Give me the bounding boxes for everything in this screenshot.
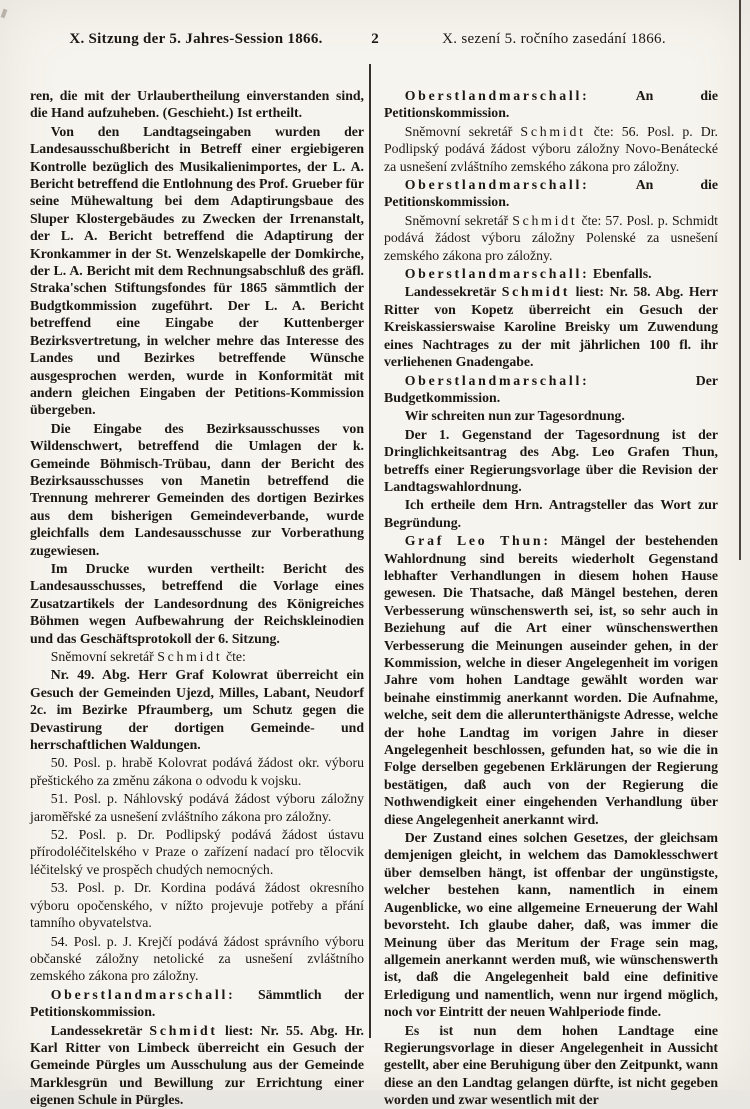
speaker-name: Schmidt — [157, 649, 223, 664]
speaker-name: Oberstlandmarschall: — [404, 372, 590, 388]
paragraph — [30, 754, 364, 789]
text-run: Wir schreiten nun zur Tagesordnung. — [404, 408, 625, 424]
text-run: 53. Posl. p. Dr. Kordina podává žádost okresního výboru opočenského, v nížto projevuje potřeby a přání tamního obyvatelstva. — [30, 880, 364, 931]
paragraph — [30, 648, 364, 665]
page-header — [30, 31, 720, 48]
speaker-name: Oberstlandmarschall: — [404, 177, 590, 193]
text-run: Nr. 49. Abg. Herr Graf Kolowrat überreicht ein Gesuch der Gemeinden Ujezd, Milles, Labant, Neudorf 2c. im Bezirke Pfraumberg, um Schutz gegen die Devastirung der dortigen Gemeinde- und herrschaftlichen Waldungen. — [30, 667, 364, 753]
text-run: Sněmovní sekretář — [404, 212, 513, 228]
text-run: An die Petitionskommission. — [384, 177, 718, 210]
header-title-german: X. Sitzung der 5. Jahres-Session 1866. — [69, 31, 323, 47]
paragraph — [384, 496, 718, 531]
text-run: liest: Nr. 55. Abg. Hr. Karl Ritter von Limbeck überreicht ein Gesuch der Gemeinde Pürgles um Ausschulung aus der Gemeinde Marklesgrün und Bewillung zur Errichtung einer eigenen Schule in Pürgles. — [30, 1022, 365, 1108]
text-run: 52. Posl. p. Dr. Podlipský podává žádost ústavu přírodoléčitelského v Praze o zařízení nadací pro tělocvik léčitelský ve prospěch chudých nemocných. — [30, 827, 364, 877]
text-run: 54. Posl. p. J. Krejčí podává žádost správního výboru občanské záložny netolické za usnešení zvláštního zemského zákona pro záložny. — [30, 933, 364, 984]
text-run: ren, die mit der Urlaubertheilung einverstanden sind, die Hand aufzuheben. (Geschieht.) Ist ertheilt. — [30, 88, 364, 121]
paragraph — [384, 532, 718, 828]
paragraph — [384, 212, 718, 264]
speaker-name: Schmidt — [501, 284, 571, 300]
paragraph — [30, 123, 364, 419]
paragraph — [384, 87, 718, 122]
paragraph — [384, 372, 718, 407]
speaker-name: Schmidt — [149, 1022, 218, 1038]
paragraph — [384, 829, 718, 1020]
speaker-name: Schmidt — [512, 212, 578, 228]
paragraph — [30, 666, 364, 753]
paragraph — [384, 123, 718, 175]
paragraph — [384, 407, 718, 424]
text-run: An die Petitionskommission. — [384, 88, 718, 121]
paragraph — [384, 283, 718, 370]
text-run: Mängel der bestehenden Wahlordnung sind bereits wiederholt Gegenstand lebhafter Verhandlungen in diesem hohen Hause gewesen. Die Thatsache, daß Mängel bestehen, deren Verbesserung wünschenswerth sei, ist, so sehr auch in Beziehung auf die Art einer wünschenswerthen Verbesserung die Meinungen auseinder gehen, in der Kommission, welche in dieser Angelegenheit im vorigen Jahre vom hohen Landtage gewählt worden war beinahe einstimmig anerkannt worden. Die Aufnahme, welche, seit dem die allerunterthänigste Adresse, welche der hohe Landtag im vorigen Jahre in dieser Angelegenheit beschlossen, gefunden hat, so wie die in Folge derselben gegebenen Erklärungen der Regierung bestätigen, daß auch von der Regierung die Nothwendigkeit einer eingehenden Verhandlung über diese Angelegenheit anerkannt wird. — [384, 533, 718, 827]
paragraph — [30, 986, 364, 1021]
text-run: 51. Posl. p. Náhlovský podává žádost výboru záložny jaroměřské za usnešení zvláštního zákona pro záložny. — [30, 791, 364, 824]
speaker-name: Oberstlandmarschall: — [50, 986, 236, 1002]
paragraph — [30, 87, 364, 122]
scan-speck — [1, 9, 8, 19]
page-number: 2 — [371, 31, 379, 47]
text-run: Es ist nun dem hohen Landtage eine Regierungsvorlage in dieser Angelegenheit in Aussicht gestellt, aber eine Beruhigung über den Zeitpunkt, wann diese an den Landtag gelangen dürfte, ist nicht gegeben worden und zwar wesentlich mit der — [384, 1022, 718, 1108]
paragraph — [30, 879, 364, 931]
text-run: Der Zustand eines solchen Gesetzes, der gleichsam demjenigen gleicht, in welchem das Damoklesschwert über demselben hängt, ist offenbar der ungünstigste, welcher bestehen kann, namentlich in einem Augenblicke, wo eine allgemeine Erneuerung der Wahl bevorsteht. Ich glaube daher, daß, was immer die Meinung über das Meritum der Frage sein mag, allgemein anerkannt werden muß, wie wünschenswerth ist, daß die Angelegenheit bald eine definitive Erledigung und namentlich, wenn nur irgend möglich, noch vor Eintritt der neuen Wahlperiode finde. — [384, 830, 718, 1020]
text-run: Ich ertheile dem Hrn. Antragsteller das Wort zur Begründung. — [384, 497, 718, 530]
text-run: Von den Landtagseingaben wurden der Landesausschußbericht in Betreff einer ergiebigeren Kontrolle bezüglich des Musikalienimportes, der L. A. Bericht betreffend die Entlohnung des Prof. Grueber für seine Mühewaltung bei dem Adaptirungsbaue des Sluper Klostergebäudes zu Zwecken der Irrenanstalt, der L. A. Bericht betreffend die Adaptirung der Kronkammer in der St. Wenzelskapelle der Domkirche, der L. A. Bericht mit dem Rechnungsabschluß des gräfl. Straka'schen Stiftungsfondes für 1865 sämmtlich der Budgtkommission zugeführt. Der L. A. Bericht betreffend eine Eingabe der Kuttenberger Bezirksvertretung, in welcher mehre das Interesse des Landes und Bezirkes betreffende Wünsche ausgesprochen werden, wurde in Konformität mit andern gleichen Eingaben der Petitions-Kommission übergeben. — [30, 123, 364, 418]
paragraph — [384, 426, 718, 496]
text-run: Landessekretär — [50, 1022, 150, 1038]
speaker-name: Graf Leo Thun: — [404, 533, 551, 549]
paragraph — [384, 265, 718, 282]
right-column — [384, 86, 718, 1109]
left-column — [30, 86, 364, 1109]
text-run: Der Budgetkommission. — [384, 372, 718, 405]
text-run: Der 1. Gegenstand der Tagesordnung ist der Dringlichkeitsantrag des Abg. Leo Grafen Thun, betreffs einer Regierungsvorlage über die Revision der Landtagswahlordnung. — [384, 426, 718, 494]
text-run: Im Drucke wurden vertheilt: Bericht des Landesausschusses, betreffend die Vorlage eines Zusatzartikels der Landesordnung des Königreiches Böhmen wegen Aufbewahrung der Reichskleinodien und das Geschäftsprotokoll der 6. Sitzung. — [30, 560, 364, 646]
paragraph — [30, 420, 364, 559]
text-run: čte: — [222, 649, 246, 664]
text-run: liest: Nr. 58. Abg. Herr Ritter von Kopetz überreicht ein Gesuch der Kreiskassierswaise Karoline Breisky um Zuwendung eines Nachtrages zu der mit jährlichen 100 fl. ihr verliehenen Gnadengabe. — [384, 284, 718, 370]
text-run: 50. Posl. p. hrabě Kolovrat podává žádost okr. výboru přeštického za změnu zákona o odvodu k vojsku. — [30, 755, 364, 788]
text-run: Landessekretär — [404, 284, 502, 300]
text-run: Sněmovní sekretář — [50, 649, 158, 664]
scan-edge-line — [739, 0, 741, 560]
paragraph — [384, 176, 718, 211]
text-run: Ebenfalls. — [589, 266, 652, 282]
speaker-name: Schmidt — [520, 123, 586, 139]
header-title-czech: X. sezení 5. ročního zasedání 1866. — [442, 31, 666, 47]
column-divider — [369, 64, 371, 1038]
text-run: Sněmovní sekretář — [404, 123, 521, 139]
speaker-name: Oberstlandmarschall: — [404, 266, 590, 282]
paragraph — [30, 560, 364, 647]
text-run: čte: 57. Posl. p. Schmidt podává žádost výboru záložny Polenské za usnešení zemského zákona pro záložny. — [384, 212, 718, 263]
paragraph — [30, 1022, 364, 1109]
paragraph — [30, 826, 364, 878]
paragraph — [384, 1022, 718, 1109]
text-run: Die Eingabe des Bezirksausschusses von Wildenschwert, betreffend die Umlagen der k. Gemeinde Böhmisch-Trübau, dann der Bericht des Bezirksausschusses von Manetin betreffend die Trennung mehrerer Gemeinden des dortigen Bezirkes aus dem bisherigen Gemeindeverbande, wurde gleichfalls dem Landesausschusse zur Vorberathung zugewiesen. — [30, 420, 364, 558]
text-run: čte: 56. Posl. p. Dr. Podlipský podává žádost výboru záložny Novo-Benátecké za usnešení zvláštního zemského zákona pro záložny. — [384, 123, 718, 174]
speaker-name: Oberstlandmarschall: — [404, 88, 590, 103]
paragraph — [30, 933, 364, 985]
paragraph — [30, 790, 364, 825]
text-run: Sämmtlich der Petitionskommission. — [30, 986, 364, 1020]
